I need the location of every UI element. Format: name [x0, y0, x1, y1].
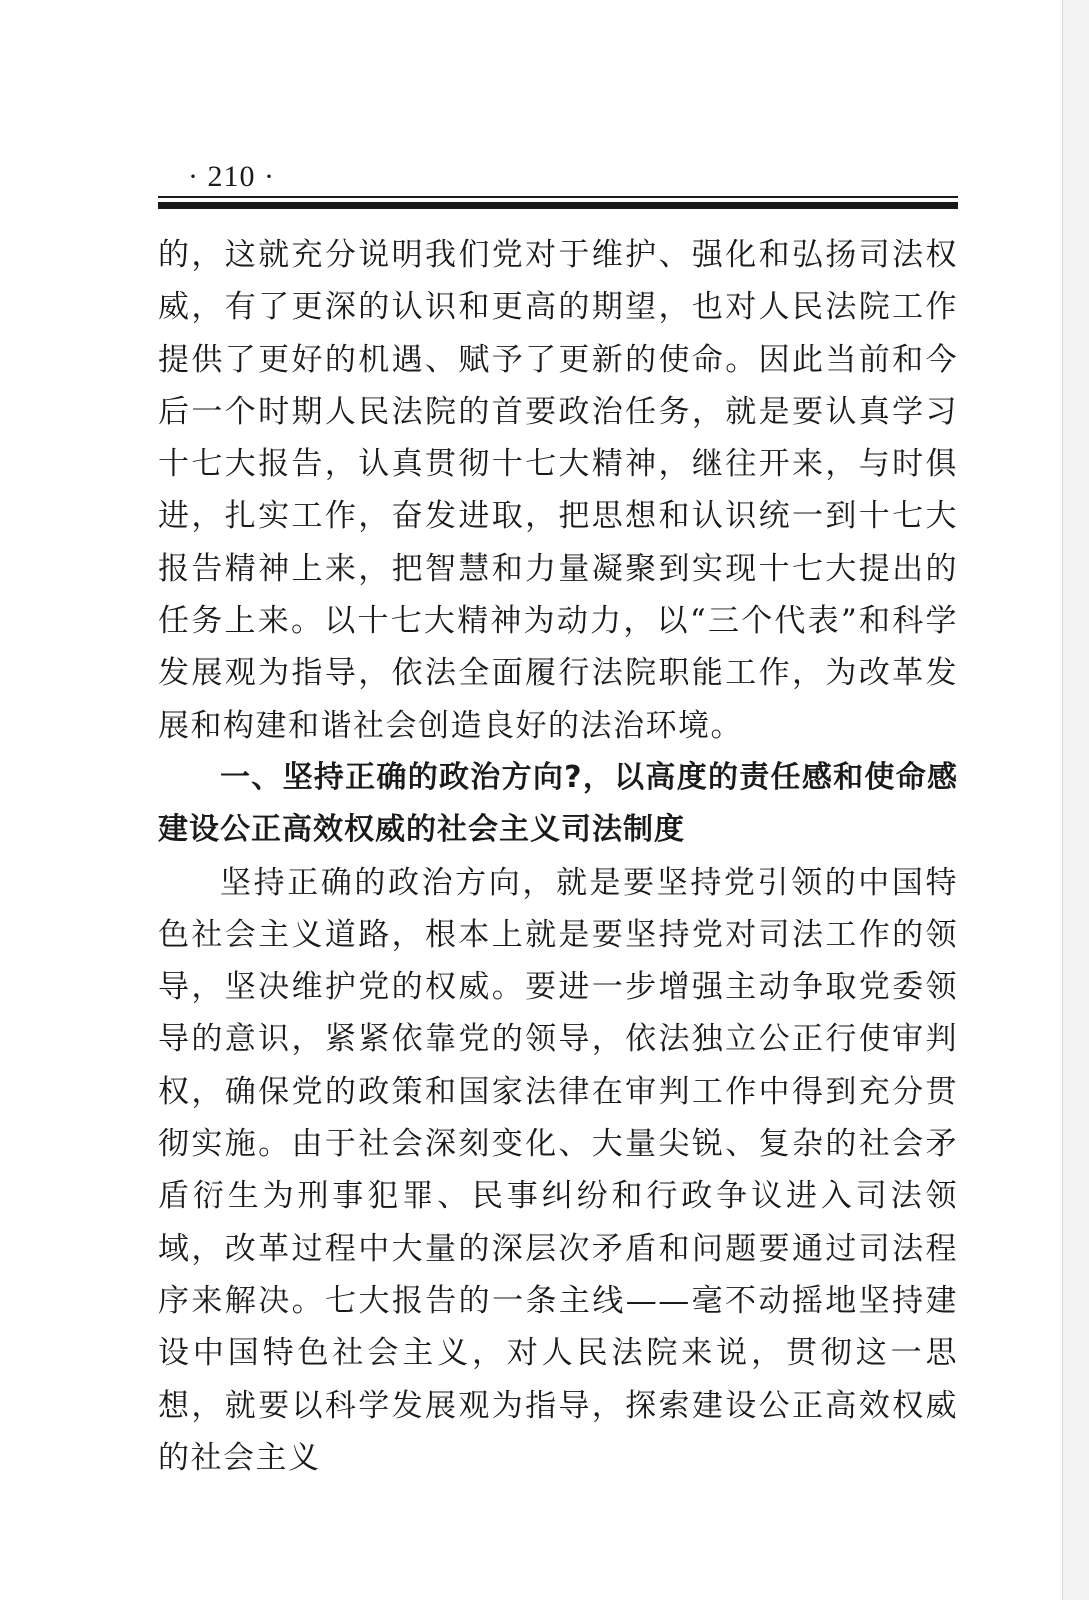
paragraph: 坚持正确的政治方向，就是要坚持党引领的中国特色社会主义道路，根本上就是要坚持党对司法工作的领导，坚决维护党的权威。要进一步增强主动争取党委领导的意识，紧紧依靠党的领导，依法独立公正行使审判权，确保党的政策和国家法律在审判工作中得到充分贯彻实施。由于社会深刻变化、大量尖锐、复杂的社会矛盾衍生为刑事犯罪、民事纠纷和行政争议进入司法领域，改革过程中大量的深层次矛盾和问题要通过司法程序来解决。七大报告的一条主线——毫不动摇地坚持建设中国特色社会主义，对人民法院来说，贯彻这一思想，就要以科学发展观为指导，探索建设公正高效权威的社会主义	[158, 864, 958, 1476]
page-edge	[1062, 0, 1089, 1600]
page-number: · 210 ·	[188, 160, 275, 193]
page-header	[158, 160, 958, 209]
body-text	[158, 229, 958, 1484]
header-rule-thin	[158, 196, 958, 198]
header-rule-thick	[158, 202, 958, 209]
section-heading: 一、坚持正确的政治方向?，以高度的责任感和使命感建设公正高效权威的社会主义司法制度	[158, 759, 958, 848]
paragraph-continued: 的，这就充分说明我们党对于维护、强化和弘扬司法权威，有了更深的认识和更高的期望，也对人民法院工作提供了更好的机遇、赋予了更新的使命。因此当前和今后一个时期人民法院的首要政治任务，就是要认真学习十七大报告，认真贯彻十七大精神，继往开来，与时俱进，扎实工作，奋发进取，把思想和认识统一到十七大报告精神上来，把智慧和力量凝聚到实现十七大提出的任务上来。以十七大精神为动力，以“三个代表”和科学发展观为指导，依法全面履行法院职能工作，为改革发展和构建和谐社会创造良好的法治环境。	[158, 237, 958, 744]
